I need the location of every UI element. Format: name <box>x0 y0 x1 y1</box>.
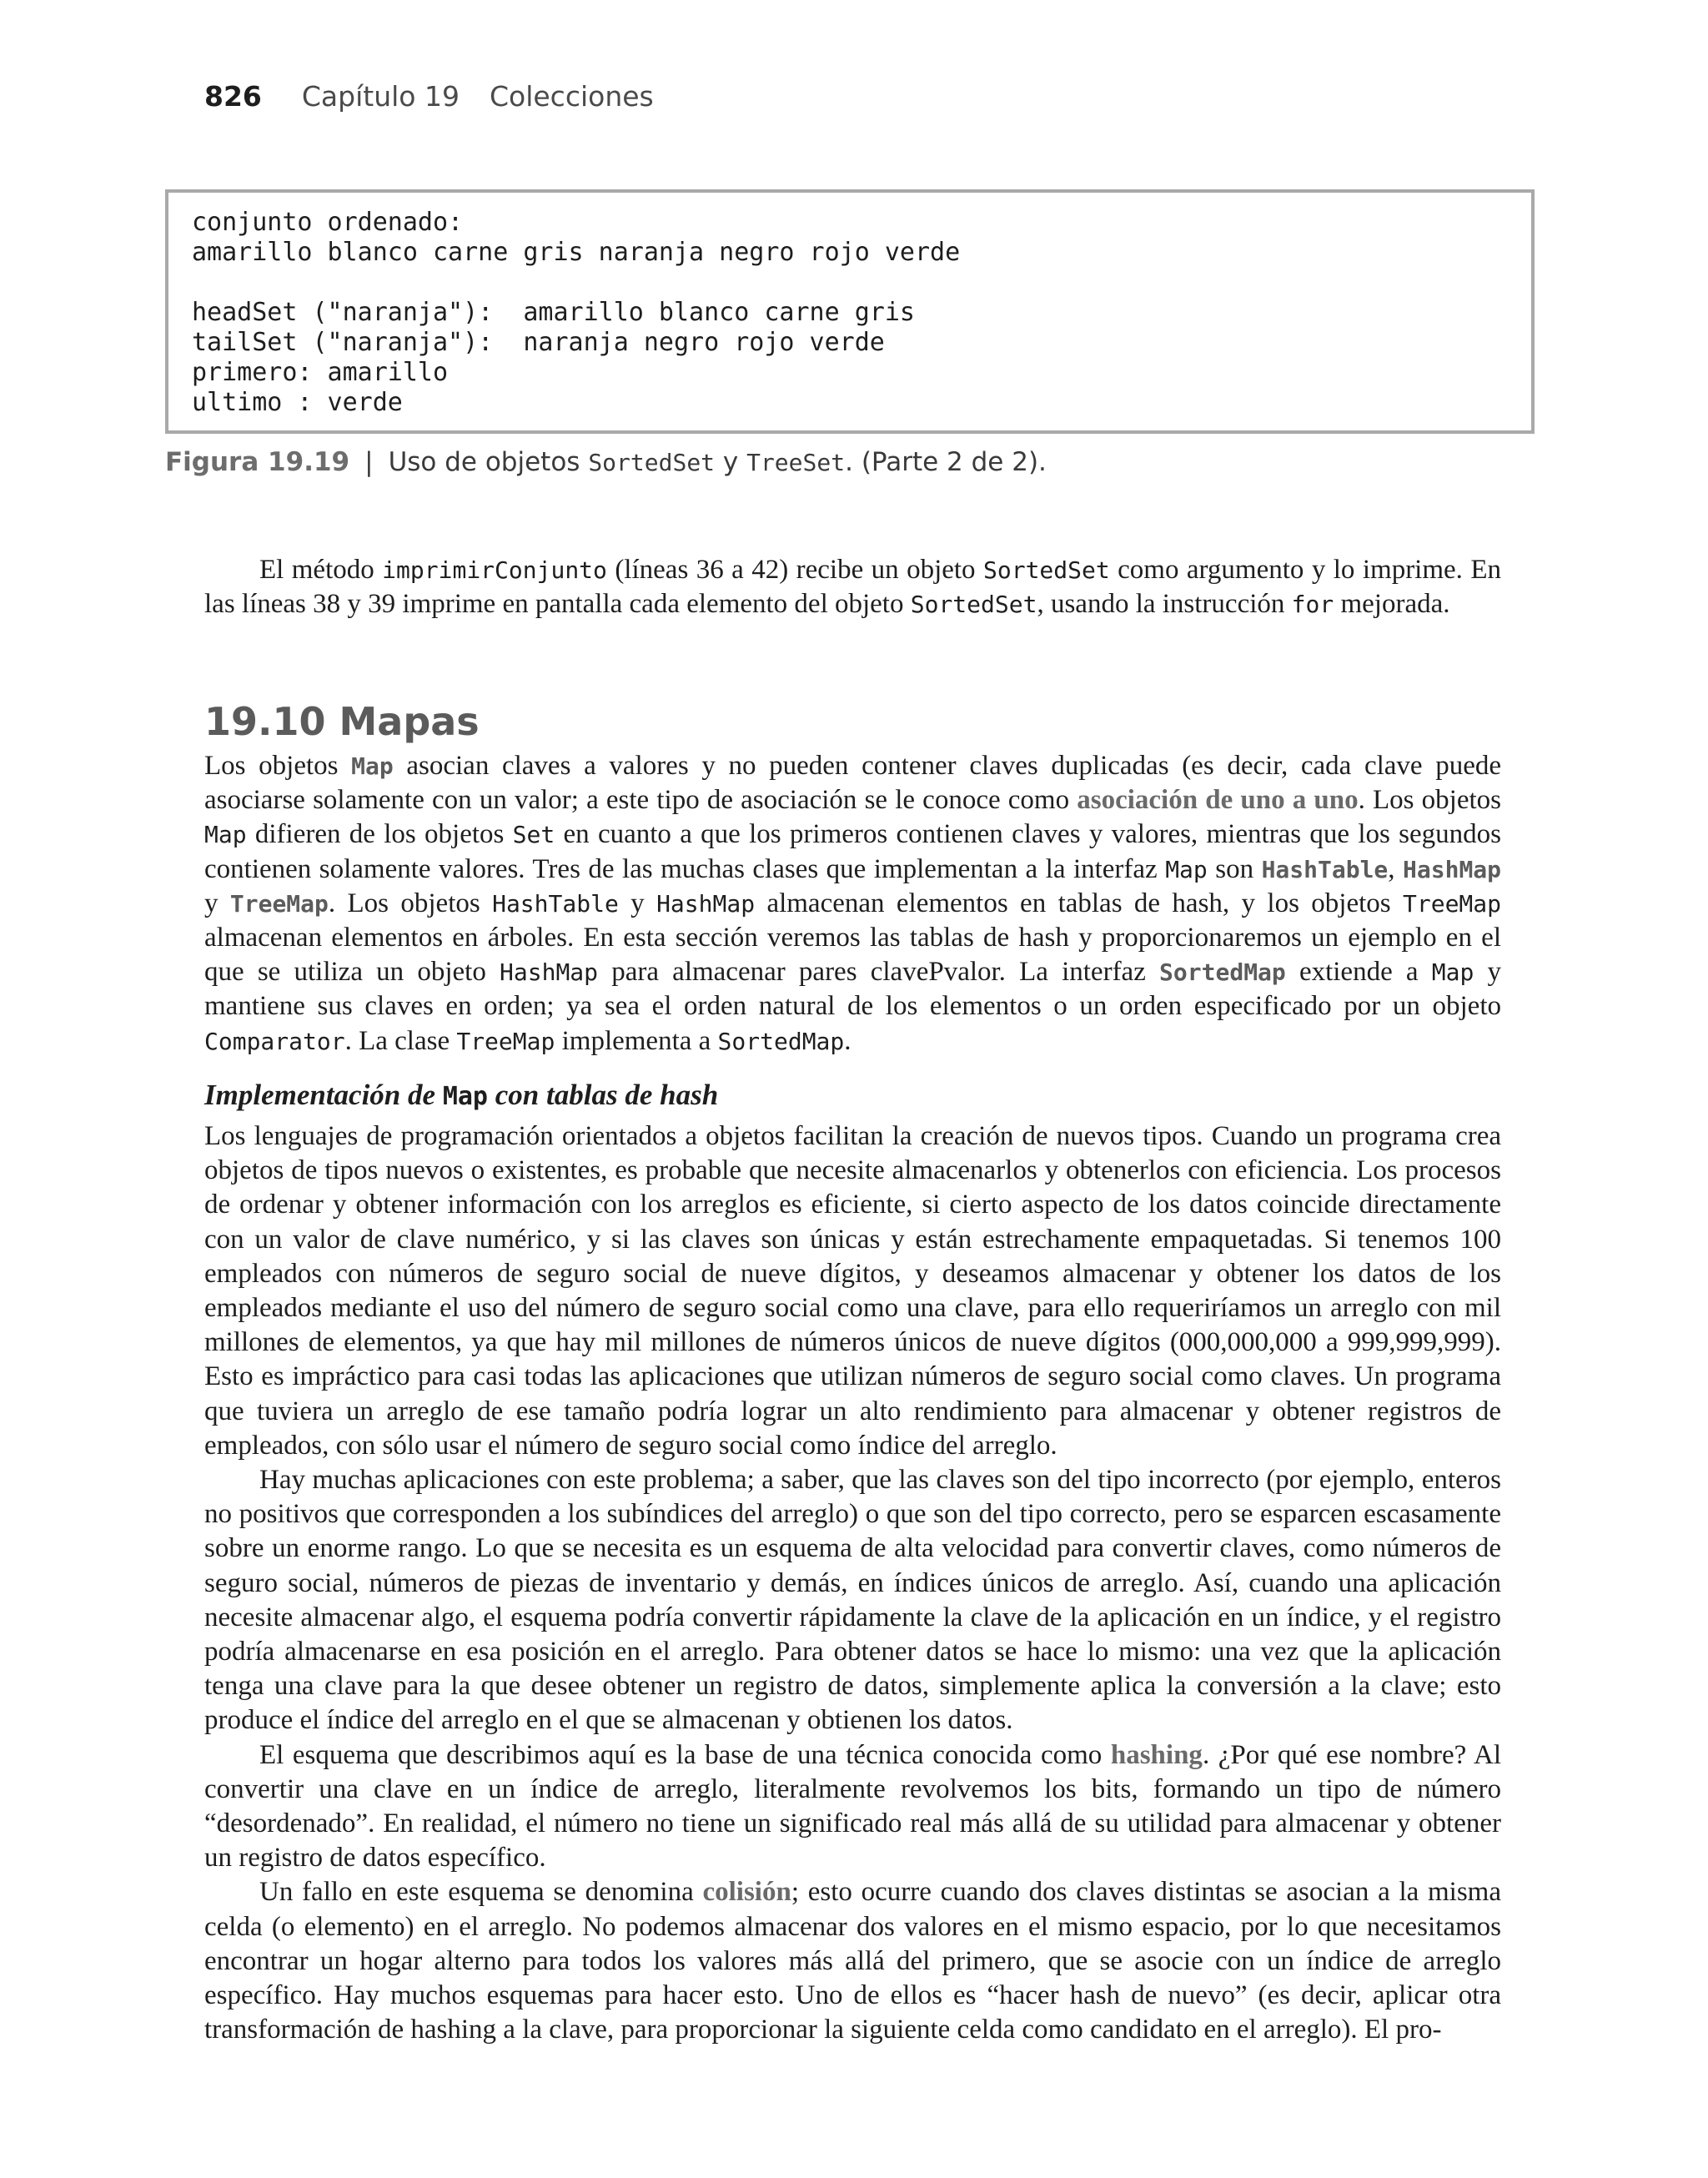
output-line: headSet ("naranja"): amarillo blanco carne gris <box>192 298 915 327</box>
output-line: amarillo blanco carne gris naranja negro rojo verde <box>192 238 961 267</box>
caption-separator: | <box>364 447 374 477</box>
output-line: conjunto ordenado: <box>192 208 464 237</box>
paragraph-hash <box>204 1119 1501 2047</box>
paragraph-body: Un fallo en este esquema se denomina colisión; esto ocurre cuando dos claves distintas se asocian a la misma celda (o elemento) en el arreglo. No podemos almacenar dos valores en el mismo espacio, por lo que necesitamos encontrar un hogar alterno para todos los valores más allá del primero, que se asocie con un índice de arreglo específico. Hay muchos esquemas para hacer esto. Uno de ellos es “hacer hash de nuevo” (es decir, aplicar otra transformación de hashing a la clave, para proporcionar la siguiente celda como candidato en el arreglo). El pro- <box>204 1877 1501 2045</box>
program-output-box <box>165 189 1535 434</box>
chapter-title: Colecciones <box>489 80 654 113</box>
caption-text: Uso de objetos <box>388 447 589 477</box>
section-heading: 19.10 Mapas <box>204 699 480 744</box>
paragraph-body: Los lenguajes de programación orientados a objetos facilitan la creación de nuevos tipos. Cuando un programa crea objetos de tipos nuevos o existentes, es probable que necesite almacenarlos y obtenerlos con eficiencia. Los procesos de ordenar y obtener información con los arreglos es eficiente, si cierto aspecto de los datos coincide directamente con un valor de clave numérico, y si las claves son únicas y están estrechamente empaquetadas. Si tenemos 100 empleados con números de seguro social de nueve dígitos, y deseamos almacenar y obtener los datos de los empleados mediante el uso del número de seguro social como una clave, para ello requeriríamos un arreglo con mil millones de elementos, ya que hay mil millones de números únicos de nueve dígitos (000,000,000 a 999,999,999). Esto es impráctico para casi todas las aplicaciones que utilizan números de seguro social como claves. Un programa que tuviera un arreglo de ese tamaño podría lograr un alto rendimiento para almacenar y obtener registros de empleados, con sólo usar el número de seguro social como índice del arreglo. <box>204 1121 1501 1461</box>
figure-number: Figura 19.19 <box>165 447 350 477</box>
paragraph-body: Hay muchas aplicaciones con este problema; a saber, que las claves son del tipo incorrecto (por ejemplo, enteros no positivos que corresponden a los subíndices del arreglo) o que son del tipo correcto, pero se esparcen escasamente sobre un enorme rango. Lo que se necesita es un esquema de alta velocidad para convertir claves, como números de seguro social, números de piezas de inventario y demás, en índices únicos de arreglo. Así, cuando una aplicación necesite almacenar algo, el esquema podría convertir rápidamente la clave de la aplicación en un índice, y el registro podría almacenarse en esa posición en el arreglo. Para obtener datos se hace lo mismo: una vez que la aplicación tenga una clave para la que desee obtener un registro de datos, simplemente aplica la conversión a la clave; esto produce el índice del arreglo en el que se almacenan y obtienen los datos. <box>204 1465 1501 1736</box>
paragraph-maps: Los objetos Map asocian claves a valores y no pueden contener claves duplicadas (es decir, cada clave puede asociarse solamente con un valor; a este tipo de asociación se le conoce como asociación de uno a uno. Los objetos Map difieren de los objetos Set en cuanto a que los primeros contienen claves y valores, mientras que los segundos contienen solamente valores. Tres de las muchas clases que implementan a la interfaz Map son HashTable, HashMap y TreeMap. Los objetos HashTable y HashMap almacenan elementos en tablas de hash, y los objetos TreeMap almacenan elementos en árboles. En esta sección veremos las tablas de hash y proporcionaremos un ejemplo en el que se utiliza un objeto HashMap para almacenar pares clavePvalor. La interfaz SortedMap extiende a Map y mantiene sus claves en orden; ya sea el orden natural de los elementos o un orden especificado por un objeto Comparator. La clase TreeMap implementa a SortedMap. <box>204 751 1502 1056</box>
output-line: ultimo : verde <box>192 388 403 417</box>
caption-code: TreeSet <box>746 449 846 476</box>
paragraph-body: El esquema que describimos aquí es la base de una técnica conocida como hashing. ¿Por qué ese nombre? Al convertir una clave en un índice de arreglo, literalmente revolvemos los bits, formando un tipo de número “desordenado”. En realidad, el número no tiene un significado real más allá de su utilidad para almacenar y obtener un registro de datos específico. <box>204 1739 1501 1874</box>
running-header <box>204 80 654 113</box>
caption-text: . (Parte 2 de 2). <box>845 447 1047 477</box>
subsection-heading: Implementación de Map con tablas de hash <box>204 1079 719 1111</box>
page-number: 826 <box>204 80 262 113</box>
caption-text: y <box>715 447 747 477</box>
chapter-label: Capítulo 19 <box>301 80 460 113</box>
caption-code: SortedSet <box>588 449 716 476</box>
figure-caption <box>165 447 1047 477</box>
output-line: primero: amarillo <box>192 358 449 387</box>
paragraph-intro: El método imprimirConjunto (líneas 36 a 42) recibe un objeto SortedSet como argumento y lo imprime. En las líneas 38 y 39 imprime en pantalla cada elemento del objeto SortedSet, usando la instrucción for mejorada. <box>204 555 1502 620</box>
output-line: tailSet ("naranja"): naranja negro rojo verde <box>192 328 885 357</box>
